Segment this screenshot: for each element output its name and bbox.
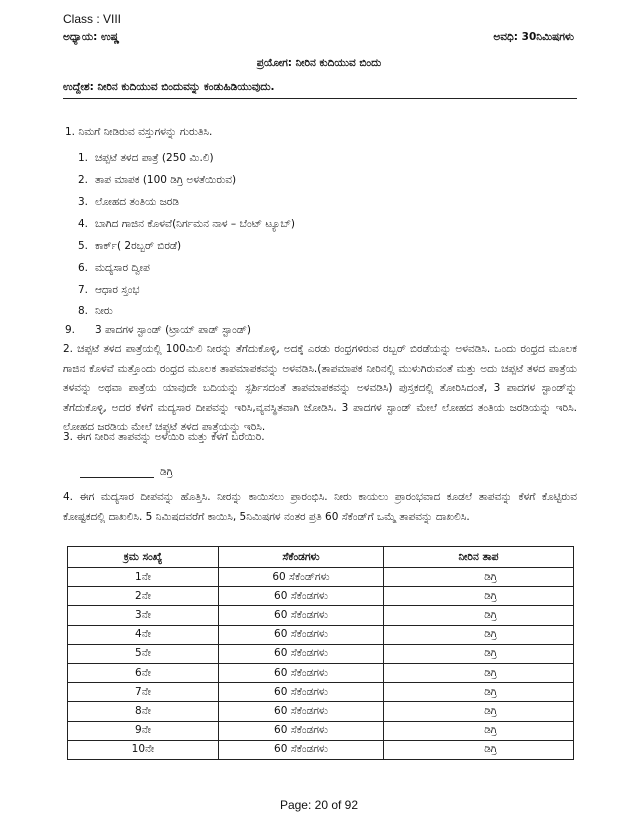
- chapter-label: ಅಧ್ಯಾಯ: ಉಷ್ಣ: [63, 31, 120, 43]
- list-item-number: 6.: [78, 262, 89, 274]
- list-item-text: ಲೋಹದ ತಂತಿಯ ಜರಡಿ: [95, 196, 179, 208]
- seconds-cell: 60 ಸೆಕೆಂಡಗಳು: [219, 663, 384, 682]
- question-1: 1. ನಿಮಗೆ ನೀಡಿರುವ ವಸ್ತುಗಳನ್ನು ಗುರುತಿಸಿ.: [65, 126, 213, 138]
- table-row: [68, 721, 574, 740]
- seconds-cell: 60 ಸೆಕೆಂಡಗಳು: [219, 625, 384, 644]
- experiment-title: ಪ್ರಯೋಗ: ನೀರಿನ ಕುದಿಯುವ ಬಿಂದು: [256, 57, 382, 69]
- table-row: [68, 740, 574, 759]
- seconds-cell: 60 ಸೆಕೆಂಡಗಳು: [219, 702, 384, 721]
- temperature-cell: ಡಿಗ್ರಿ: [384, 625, 574, 644]
- list-item-number: 9.: [65, 324, 76, 336]
- list-item-text: 3 ಪಾದಗಳ ಸ್ಟಾಂಡ್ (ಟ್ರಾಯ್ ಪಾಡ್ ಸ್ಟಾಂಡ್): [95, 324, 251, 336]
- observation-table: [67, 546, 574, 760]
- table-row: [68, 568, 574, 587]
- list-item-text: ಆಧಾರ ಸ್ತಂಭ: [95, 284, 140, 296]
- table-row: [68, 663, 574, 682]
- temperature-cell: ಡಿಗ್ರಿ: [384, 606, 574, 625]
- seconds-cell: 60 ಸೆಕೆಂಡಗಳು: [219, 587, 384, 606]
- table-row: [68, 625, 574, 644]
- list-item-number: 1.: [78, 152, 89, 164]
- table-row: [68, 702, 574, 721]
- objective-text: ಉದ್ದೇಶ: ನೀರಿನ ಕುದಿಯುವ ಬಿಂದುವನ್ನು ಕಂಡುಹಿಡಿಯುವುದು.: [63, 81, 275, 93]
- serial-cell: 2ನೇ: [68, 587, 219, 606]
- list-item-number: 8.: [78, 305, 89, 317]
- list-item-text: ತಾಪ ಮಾಪಕ (100 ಡಿಗ್ರಿ ಅಳತೆಯಿರುವ): [95, 174, 237, 186]
- list-item: [78, 284, 140, 297]
- list-item: [78, 240, 181, 253]
- page-number: Page: 20 of 92: [279, 798, 359, 812]
- seconds-cell: 60 ಸೆಕೆಂಡಗಳು: [219, 644, 384, 663]
- list-item-number: 3.: [78, 196, 89, 208]
- question-2: 2. ಚಪ್ಪಟೆ ತಳದ ಪಾತ್ರೆಯಲ್ಲಿ 100ಮಿಲಿ ನೀರನ್ನು ತೆಗೆದುಕೊಳ್ಳಿ, ಅದಕ್ಕೆ ಎರಡು ರಂಧ್ರಗಳಿರುವ ರಬ್ಬರ್ ಬಿರಡೆಯನ್ನು ಅಳವಡಿಸಿ. ಒಂದು ರಂಧ್ರದ ಮೂಲಕ ಗಾಜಿನ ಕೊಳವೆ ಮತ್ತೊಂದು ರಂಧ್ರದ ಮೂಲಕ ತಾಪಮಾಪಕವನ್ನು ಅಳವಡಿಸಿ.(ತಾಪಮಾಪಕ ನೀರಿನಲ್ಲಿ ಮುಳುಗಿರುವಂತೆ ಮತ್ತು ಅದು ಚಪ್ಪಟೆ ತಳದ ಪಾತ್ರೆಯ ತಳವನ್ನು ಅಥವಾ ಪಾತ್ರೆಯ ಯಾವುದೇ ಬದಿಯನ್ನು ಸ್ಪರ್ಶಿಸದಂತೆ ತಾಪಮಾಪಕವನ್ನು ಅಳವಡಿಸಿ) ಪುಸ್ತಕದಲ್ಲಿ ತೋರಿಸಿದಂತೆ, 3 ಪಾದಗಳ ಸ್ಟಾಂಡ್‌ನ್ನು ತೆಗೆದುಕೊಳ್ಳಿ, ಅದರ ಕೆಳಗೆ ಮದ್ಯಸಾರ ದೀಪವನ್ನು ಇರಿಸಿ,ವ್ಯವಸ್ಥಿತವಾಗಿ ಜೋಡಿಸಿ. 3 ಪಾದಗಳ ಸ್ಟಾಂಡ್ ಮೇಲೆ ಲೋಹದ ತಂತಿಯ ಜರಡಿಯನ್ನು ಇರಿಸಿ. ಲೋಹದ ಜರಡಿಯ ಮೇಲೆ ಚಪ್ಪಟೆ ತಳದ ಪಾತ್ರೆಯನ್ನು ಇರಿಸಿ.: [63, 343, 577, 433]
- seconds-cell: 60 ಸೆಕೆಂಡಗಳು: [219, 606, 384, 625]
- seconds-cell: 60 ಸೆಕೆಂಡಗಳು: [219, 683, 384, 702]
- seconds-cell: 60 ಸೆಕೆಂಡಗಳು: [219, 721, 384, 740]
- serial-cell: 6ನೇ: [68, 663, 219, 682]
- list-item: [65, 324, 251, 337]
- serial-cell: 4ನೇ: [68, 625, 219, 644]
- temperature-cell: ಡಿಗ್ರಿ: [384, 568, 574, 587]
- temperature-cell: ಡಿಗ್ರಿ: [384, 663, 574, 682]
- seconds-cell: 60 ಸೆಕೆಂಡ್‌ಗಳು: [219, 568, 384, 587]
- answer-unit: ಡಿಗ್ರಿ: [160, 466, 173, 478]
- column-header-temperature: ನೀರಿನ ತಾಪ: [384, 547, 574, 568]
- list-item-number: 2.: [78, 174, 89, 186]
- temperature-cell: ಡಿಗ್ರಿ: [384, 702, 574, 721]
- question-4: 4. ಈಗ ಮದ್ಯಸಾರ ದೀಪವನ್ನು ಹೊತ್ತಿಸಿ. ನೀರನ್ನು ಕಾಯಿಸಲು ಪ್ರಾರಂಭಿಸಿ. ನೀರು ಕಾಯಲು ಪ್ರಾರಂಭವಾದ ಕೂಡಲೆ ತಾಪವನ್ನು ಕೆಳಗೆ ಕೊಟ್ಟಿರುವ ಕೋಷ್ಟಕದಲ್ಲಿ ದಾಖಲಿಸಿ. 5 ನಿಮಿಷದವರೆಗೆ ಕಾಯಿಸಿ, 5ನಿಮಿಷಗಳ ನಂತರ ಪ್ರತಿ 60 ಸೆಕೆಂಡ್‌ಗೆ ಒಮ್ಮೆ ತಾಪವನ್ನು ದಾಖಲಿಸಿ.: [63, 491, 577, 523]
- list-item-number: 7.: [78, 284, 89, 296]
- table-row: [68, 587, 574, 606]
- table-header-row: [68, 547, 574, 568]
- table-row: [68, 606, 574, 625]
- list-item-text: ಮದ್ಯಸಾರ ದ್ವೀಪ: [95, 262, 150, 274]
- serial-cell: 7ನೇ: [68, 683, 219, 702]
- list-item: [78, 196, 179, 209]
- duration-label: ಅವಧಿ: 30ನಿಮಿಷಗಳು: [493, 31, 574, 43]
- serial-cell: 5ನೇ: [68, 644, 219, 663]
- temperature-cell: ಡಿಗ್ರಿ: [384, 587, 574, 606]
- serial-cell: 1ನೇ: [68, 568, 219, 587]
- list-item-text: ಚಪ್ಪಟೆ ತಳದ ಪಾತ್ರೆ (250 ಮಿ.ಲಿ): [95, 152, 214, 164]
- temperature-cell: ಡಿಗ್ರಿ: [384, 683, 574, 702]
- serial-cell: 8ನೇ: [68, 702, 219, 721]
- answer-blank: [80, 465, 154, 478]
- column-header-seconds: ಸೆಕೆಂಡಗಳು: [219, 547, 384, 568]
- list-item-number: 5.: [78, 240, 89, 252]
- list-item-text: ನೀರು: [95, 305, 113, 317]
- seconds-cell: 60 ಸೆಕೆಂಡಗಳು: [219, 740, 384, 759]
- list-item: [78, 305, 113, 318]
- table-row: [68, 644, 574, 663]
- serial-cell: 3ನೇ: [68, 606, 219, 625]
- temperature-cell: ಡಿಗ್ರಿ: [384, 740, 574, 759]
- table-row: [68, 683, 574, 702]
- temperature-cell: ಡಿಗ್ರಿ: [384, 644, 574, 663]
- serial-cell: 9ನೇ: [68, 721, 219, 740]
- list-item: [78, 174, 236, 187]
- list-item: [78, 262, 150, 275]
- header-divider: [63, 98, 577, 99]
- class-label: Class : VIII: [63, 12, 122, 26]
- list-item-number: 4.: [78, 218, 89, 230]
- list-item: [78, 218, 295, 231]
- list-item: [78, 152, 214, 165]
- temperature-cell: ಡಿಗ್ರಿ: [384, 721, 574, 740]
- column-header-serial: ಕ್ರಮ ಸಂಖ್ಯೆ: [68, 547, 219, 568]
- question-3: 3. ಈಗ ನೀರಿನ ತಾಪವನ್ನು ಅಳೆಯಿರಿ ಮತ್ತು ಕೆಳಗೆ ಬರೆಯಿರಿ.: [63, 431, 265, 443]
- list-item-text: ಕಾರ್ಕ್( 2ರಬ್ಬರ್ ಬಿರಡೆ): [95, 240, 182, 252]
- serial-cell: 10ನೇ: [68, 740, 219, 759]
- list-item-text: ಬಾಗಿದ ಗಾಜಿನ ಕೊಳವೆ(ನಿರ್ಗಮನ ನಾಳ – ಬೆಂಟ್ ಟ್ಯೂಬ್): [95, 218, 295, 230]
